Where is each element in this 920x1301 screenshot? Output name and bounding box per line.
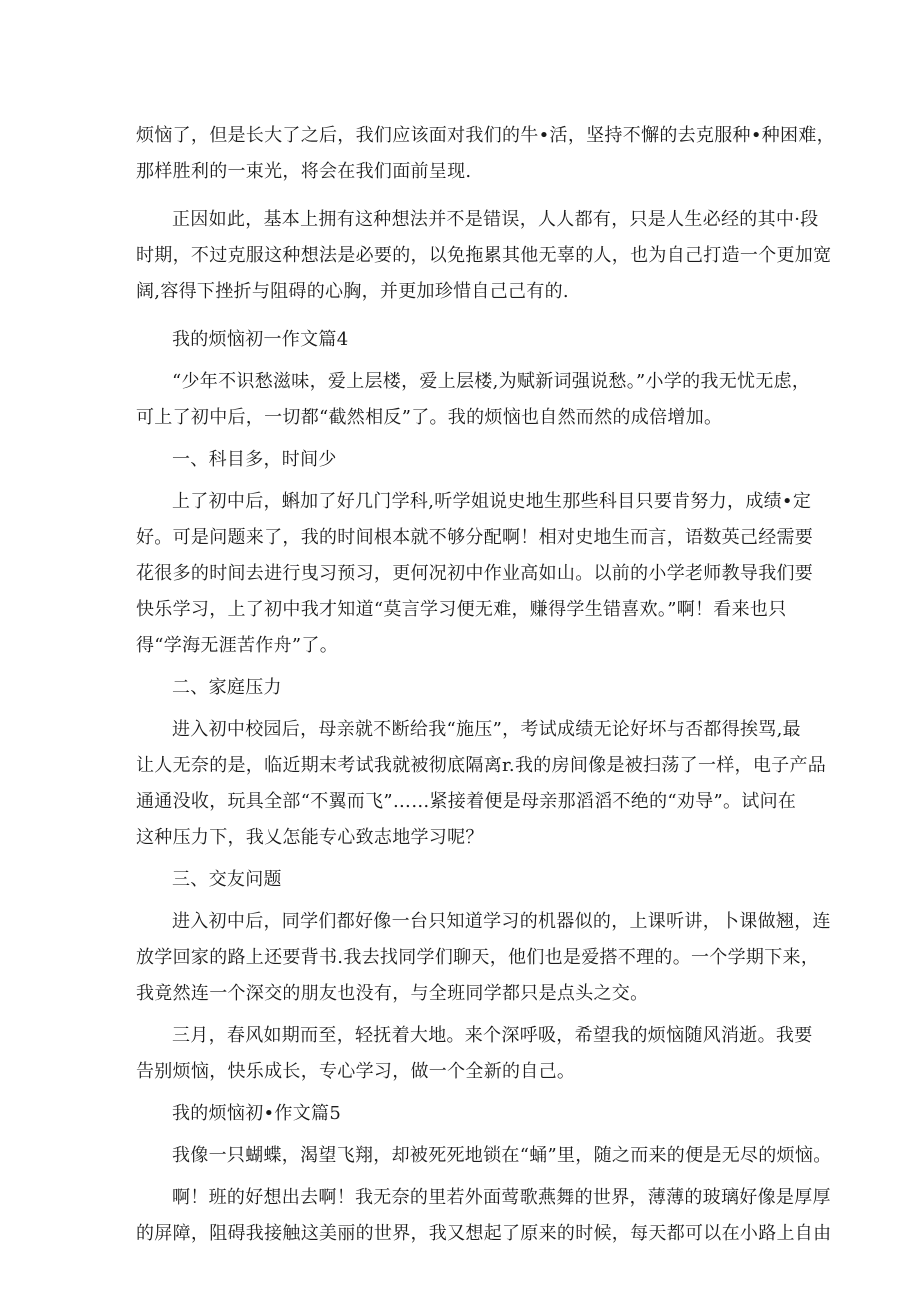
text-line: 烦恼了，但是长大了之后，我们应该面对我们的牛•活，坚持不懈的去克服种•种困难， bbox=[136, 125, 835, 146]
text-line: 上了初中后，蝌加了好几门学科,听学姐说史地生那些科目只要肯努力，成绩•定 bbox=[172, 491, 812, 512]
text-line: 让人无奈的是，临近期末考试我就被彻底隔离r.我的房间像是被扫荡了一样，电子产品 bbox=[136, 755, 827, 776]
text-line: 阔,容得下挫折与阻碍的心胸，并更加珍惜自己己有的. bbox=[136, 281, 569, 302]
text-line: 通通没收，玩具全部“不翼而飞”……紧接着便是母亲那滔滔不绝的“劝导”。试问在 bbox=[136, 791, 797, 812]
paragraph bbox=[136, 484, 814, 664]
paragraph bbox=[136, 904, 831, 1012]
title-text: 我的烦恼初一作文篇4 bbox=[172, 329, 349, 350]
section-heading bbox=[136, 862, 784, 898]
text-line: 进入初中校园后，母亲就不断给我“施压”，考试成绩无论好坏与否都得挨骂,最 bbox=[172, 719, 801, 740]
heading-text: 一、科目多，时间少 bbox=[172, 449, 337, 470]
text-line: 的屏障，阻碍我接触这美丽的世界，我又想起了原来的时候，每天都可以在小路上自由 bbox=[136, 1223, 832, 1244]
title-text: 我的烦恼初•作文篇5 bbox=[172, 1103, 342, 1124]
heading-text: 三、交友问题 bbox=[172, 869, 282, 890]
text-line: 进入初中后，同学们都好像一台只知道学习的机器似的，上课听讲，卜课做翘，连 bbox=[172, 911, 831, 932]
article-title bbox=[136, 322, 784, 358]
text-line: 三月，春风如期而至，轻抚着大地。来个深呼吸，希望我的烦恼随风消逝。我要 bbox=[172, 1025, 813, 1046]
section-heading bbox=[136, 670, 784, 706]
text-line: 时期，不过克服这种想法是必要的，以免拖累其他无辜的人，也为自己打造一个更加宽 bbox=[136, 245, 832, 266]
article-title bbox=[136, 1096, 784, 1132]
text-line: 花很多的时间去进行曳习预习，更何况初中作业高如山。以前的小学老师教导我们要 bbox=[136, 563, 814, 584]
paragraph bbox=[136, 1180, 832, 1252]
text-line: 正因如此，基本上拥有这种想法并不是错误，人人都有，只是人生必经的其中·段 bbox=[172, 209, 819, 230]
paragraph bbox=[136, 118, 835, 190]
text-line: 得“学海无涯苦作舟”了。 bbox=[136, 635, 339, 656]
text-line: 快乐学习，上了初中我才知道“莫言学习便无难，赚得学生错喜欢。”啊！看来也只 bbox=[136, 599, 787, 620]
text-line: 我竟然连一个深交的朋友也没有，与全班同学都只是点头之交。 bbox=[136, 983, 649, 1004]
text-line: 好。可是问题来了，我的时间根本就不够分配啊！相对史地生而言，语数英己经需要 bbox=[136, 527, 814, 548]
paragraph bbox=[136, 364, 811, 436]
paragraph bbox=[136, 712, 827, 856]
section-heading bbox=[136, 442, 784, 478]
paragraph bbox=[136, 1018, 813, 1090]
text-line: “少年不识愁滋味，爱上层楼，爱上层楼,为赋新词强说愁。”小学的我无忧无虑， bbox=[172, 371, 811, 392]
paragraph bbox=[136, 202, 832, 310]
paragraph bbox=[136, 1138, 832, 1174]
text-line: 告别烦恼，快乐成长，专心学习，做一个全新的自己。 bbox=[136, 1061, 576, 1082]
text-line: 这种压力下，我乂怎能专心致志地学习呢？ bbox=[136, 827, 484, 848]
document-page bbox=[136, 118, 835, 1252]
text-line: 那样胜利的一束光，将会在我们面前呈现. bbox=[136, 161, 472, 182]
text-line: 放学回家的路上还要背书.我去找同学们聊天，他们也是爱搭不理的。一个学期下来， bbox=[136, 947, 820, 968]
text-line: 我像一只蝴蝶，渴望飞翔，却被死死地锁在“蛹”里，随之而来的便是无尽的烦恼。 bbox=[172, 1145, 832, 1166]
text-line: 可上了初中后，一切都“截然相反”了。我的烦恼也自然而然的成倍增加。 bbox=[136, 407, 723, 428]
heading-text: 二、家庭压力 bbox=[172, 677, 282, 698]
text-line: 啊！班的好想出去啊！我无奈的里若外面莺歌燕舞的世界，薄薄的玻璃好像是厚厚 bbox=[172, 1187, 831, 1208]
